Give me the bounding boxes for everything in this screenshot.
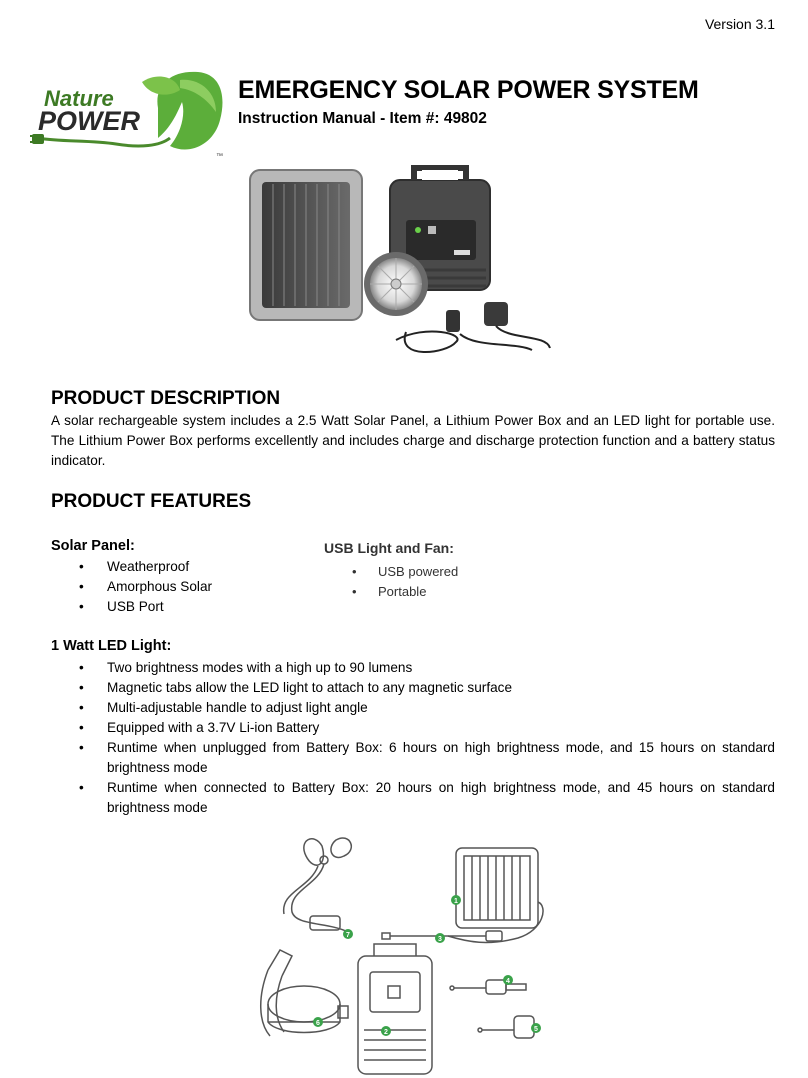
power-box-drawing (358, 944, 432, 1074)
diagram-label-7: 7 (346, 932, 350, 939)
usb-light-fan-heading: USB Light and Fan: (324, 540, 454, 556)
solar-panel-drawing (448, 848, 543, 942)
wall-adapter-image (484, 302, 508, 326)
diagram-label-1: 1 (454, 898, 458, 905)
led-light-heading: 1 Watt LED Light: (51, 638, 172, 654)
components-diagram (218, 826, 606, 1078)
solar-panel-list (79, 557, 212, 617)
list-item: • Runtime when connected to Battery Box: 20 hours on high brightness mode, and 45 hours on standard brightness mode (79, 778, 775, 818)
car-charger-drawing (450, 980, 526, 994)
led-lamp-drawing (261, 950, 348, 1036)
list-item: • Portable (352, 582, 458, 602)
led-light-list (79, 658, 775, 818)
logo-word-nature: Nature (44, 86, 114, 111)
usb-fan-drawing (284, 838, 352, 932)
diagram-label-3: 3 (438, 936, 442, 943)
logo-word-power: POWER (38, 106, 141, 136)
list-item: • Equipped with a 3.7V Li-ion Battery (79, 718, 775, 738)
features-heading: PRODUCT FEATURES (51, 491, 252, 512)
trademark-mark: ™ (216, 153, 223, 160)
list-item: • USB powered (352, 562, 458, 582)
nature-power-logo (30, 68, 226, 160)
solar-panel-heading: Solar Panel: (51, 538, 135, 554)
diagram-label-2: 2 (384, 1029, 388, 1036)
list-item: • Magnetic tabs allow the LED light to attach to any magnetic surface (79, 678, 775, 698)
description-text: A solar rechargeable system includes a 2.5 Watt Solar Panel, a Lithium Power Box and an LED light for portable use. The Lithium Power Box performs excellently and includes charge and discharge protection function and a battery status indicator. (51, 413, 775, 468)
car-charger-image (446, 310, 460, 332)
version-label: Version 3.1 (704, 16, 775, 32)
list-item: • Runtime when unplugged from Battery Box: 6 hours on high brightness mode, and 15 hours on standard brightness mode (79, 738, 775, 778)
list-item: • Amorphous Solar (79, 577, 212, 597)
usb-cable-image (396, 331, 458, 352)
document-title: EMERGENCY SOLAR POWER SYSTEM (238, 76, 699, 104)
list-item: • USB Port (79, 597, 212, 617)
diagram-label-5: 5 (534, 1026, 538, 1033)
diagram-label-6: 6 (316, 1020, 320, 1027)
list-item: • Two brightness modes with a high up to 90 lumens (79, 658, 775, 678)
list-item: • Multi-adjustable handle to adjust light angle (79, 698, 775, 718)
led-lamp-image (364, 252, 428, 316)
diagram-label-4: 4 (506, 978, 510, 985)
usb-light-fan-list (352, 562, 458, 602)
document-subtitle: Instruction Manual - Item #: 49802 (238, 110, 487, 127)
solar-panel-image (250, 170, 362, 320)
description-heading: PRODUCT DESCRIPTION (51, 388, 281, 409)
list-item: • Weatherproof (79, 557, 212, 577)
wall-adapter-drawing (478, 1016, 534, 1038)
solar-kit-photo (246, 164, 566, 360)
